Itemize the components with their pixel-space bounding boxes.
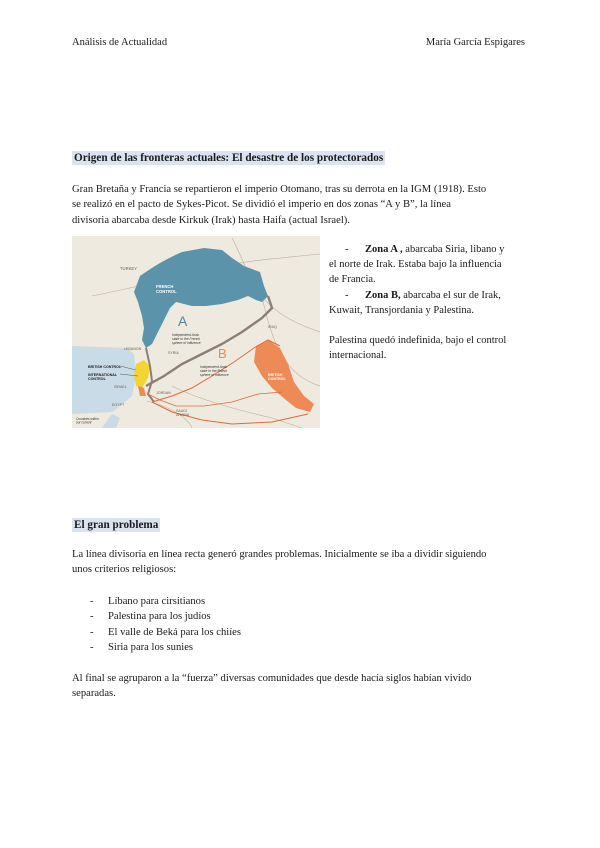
closing-line-1: Al final se agruparon a la “fuerza” diversas comunidades que desde hacía siglos habían vivido xyxy=(72,673,472,684)
map-label-line: CONTROL xyxy=(88,377,106,382)
zone-a-line-2: el norte de Irak. Estaba bajo la influencia xyxy=(329,259,502,271)
zone-a-line-3: de Francia. xyxy=(329,274,376,286)
label-egypt: EGYPT xyxy=(112,403,125,407)
label-british-control-small: BRITISH CONTROL xyxy=(88,365,122,369)
label-syria: SYRIA xyxy=(168,351,179,355)
list-item-text: El valle de Beká para los chiíes xyxy=(108,626,241,638)
label-indep-british xyxy=(200,365,229,377)
section2-closing xyxy=(72,671,532,702)
map-label-line: Countries within xyxy=(76,417,99,421)
zones-list xyxy=(329,242,525,363)
map-label-line: state in the French xyxy=(172,336,201,341)
palestina-line-1: Palestina quedó indefinida, bajo el control xyxy=(329,335,507,347)
religious-list xyxy=(90,594,390,655)
map-label-line: INTERNATIONAL xyxy=(88,373,118,377)
map-label-line: ARABIA xyxy=(176,413,190,418)
zone-b-dash: - xyxy=(345,289,349,301)
header-left: Análisis de Actualidad xyxy=(72,37,168,48)
label-zone-b: B xyxy=(218,346,227,361)
map-label-line: CONTROL xyxy=(156,288,177,294)
map-label-line: sphere of influence xyxy=(200,372,229,377)
zone-b-item xyxy=(329,288,525,318)
map-label-line: sphere of influence xyxy=(172,340,201,345)
list-item: - Palestina para los judíos xyxy=(90,611,211,623)
section1-heading: Origen de las fronteras actuales: El desastre de los protectorados xyxy=(74,152,384,164)
zone-a-bold: Zona A , xyxy=(365,244,403,255)
map-label-line: BRITISH xyxy=(268,373,283,377)
map-label-line: Independent Arab xyxy=(172,333,199,337)
map-label-line: state in the British xyxy=(200,368,227,373)
section2-intro-line-1: La línea divisoria en línea recta generó grandes problemas. Inicialmente se iba a dividir siguiendo xyxy=(72,549,487,560)
map-label-line: our current xyxy=(76,420,92,425)
list-item: - Siria para los sunies xyxy=(90,641,194,653)
label-jordan: JORDAN xyxy=(156,391,171,395)
map-label-line: FRENCH xyxy=(156,284,174,289)
map-label-line: SAUDI xyxy=(176,409,187,413)
label-turkey: TURKEY xyxy=(120,266,137,271)
label-indep-french xyxy=(172,333,201,345)
closing-line-2: separadas. xyxy=(72,688,116,700)
section2-intro-line-2: unos criterios religiosos: xyxy=(72,564,177,576)
label-lebanon: LEBANON xyxy=(124,347,142,351)
zone-b-line-1: abarcaba el sur de Irak, xyxy=(400,289,501,301)
palestina-line-2: internacional. xyxy=(329,350,387,362)
zone-a-dash: - xyxy=(345,244,349,255)
zone-b-line-2: Kuwait, Transjordania y Palestina. xyxy=(329,304,474,316)
section1-intro xyxy=(72,182,532,228)
map-label-line: Independent Arab xyxy=(200,365,227,369)
section2-intro xyxy=(72,547,532,578)
intro-line-3: divisoria abarcaba desde Kirkuk (Irak) hasta Haifa (actual Israel). xyxy=(72,214,350,226)
label-israel: ISRAEL xyxy=(114,385,127,389)
map-label-line: CONTROL xyxy=(268,377,286,382)
list-item: - Líbano para cirsitianos xyxy=(90,596,206,607)
intro-line-2: se realizó en el pacto de Sykes-Picot. Se dividió el imperio en dos zonas “A y B”, la línea xyxy=(72,199,451,211)
label-iraq: IRAQ xyxy=(268,325,277,329)
sykes-picot-map xyxy=(72,236,320,428)
list-item: - El valle de Beká para los chiíes xyxy=(90,626,241,638)
label-zone-a: A xyxy=(178,313,188,329)
zone-a-line-1: abarcaba Siria, libano y xyxy=(402,244,505,255)
section2-heading: El gran problema xyxy=(74,519,159,531)
list-item-text: Palestina para los judíos xyxy=(108,611,211,623)
list-item-text: Líbano para cirsitianos xyxy=(108,596,206,607)
list-item-text: Siria para los sunies xyxy=(108,641,194,653)
intro-line-1: Gran Bretaña y Francia se repartieron el imperio Otomano, tras su derrota en la IGM (1918). Esto xyxy=(72,184,487,195)
zone-a-item xyxy=(329,242,525,288)
zone-b-bold: Zona B, xyxy=(365,289,401,301)
header-right: María García Espigares xyxy=(425,37,525,48)
